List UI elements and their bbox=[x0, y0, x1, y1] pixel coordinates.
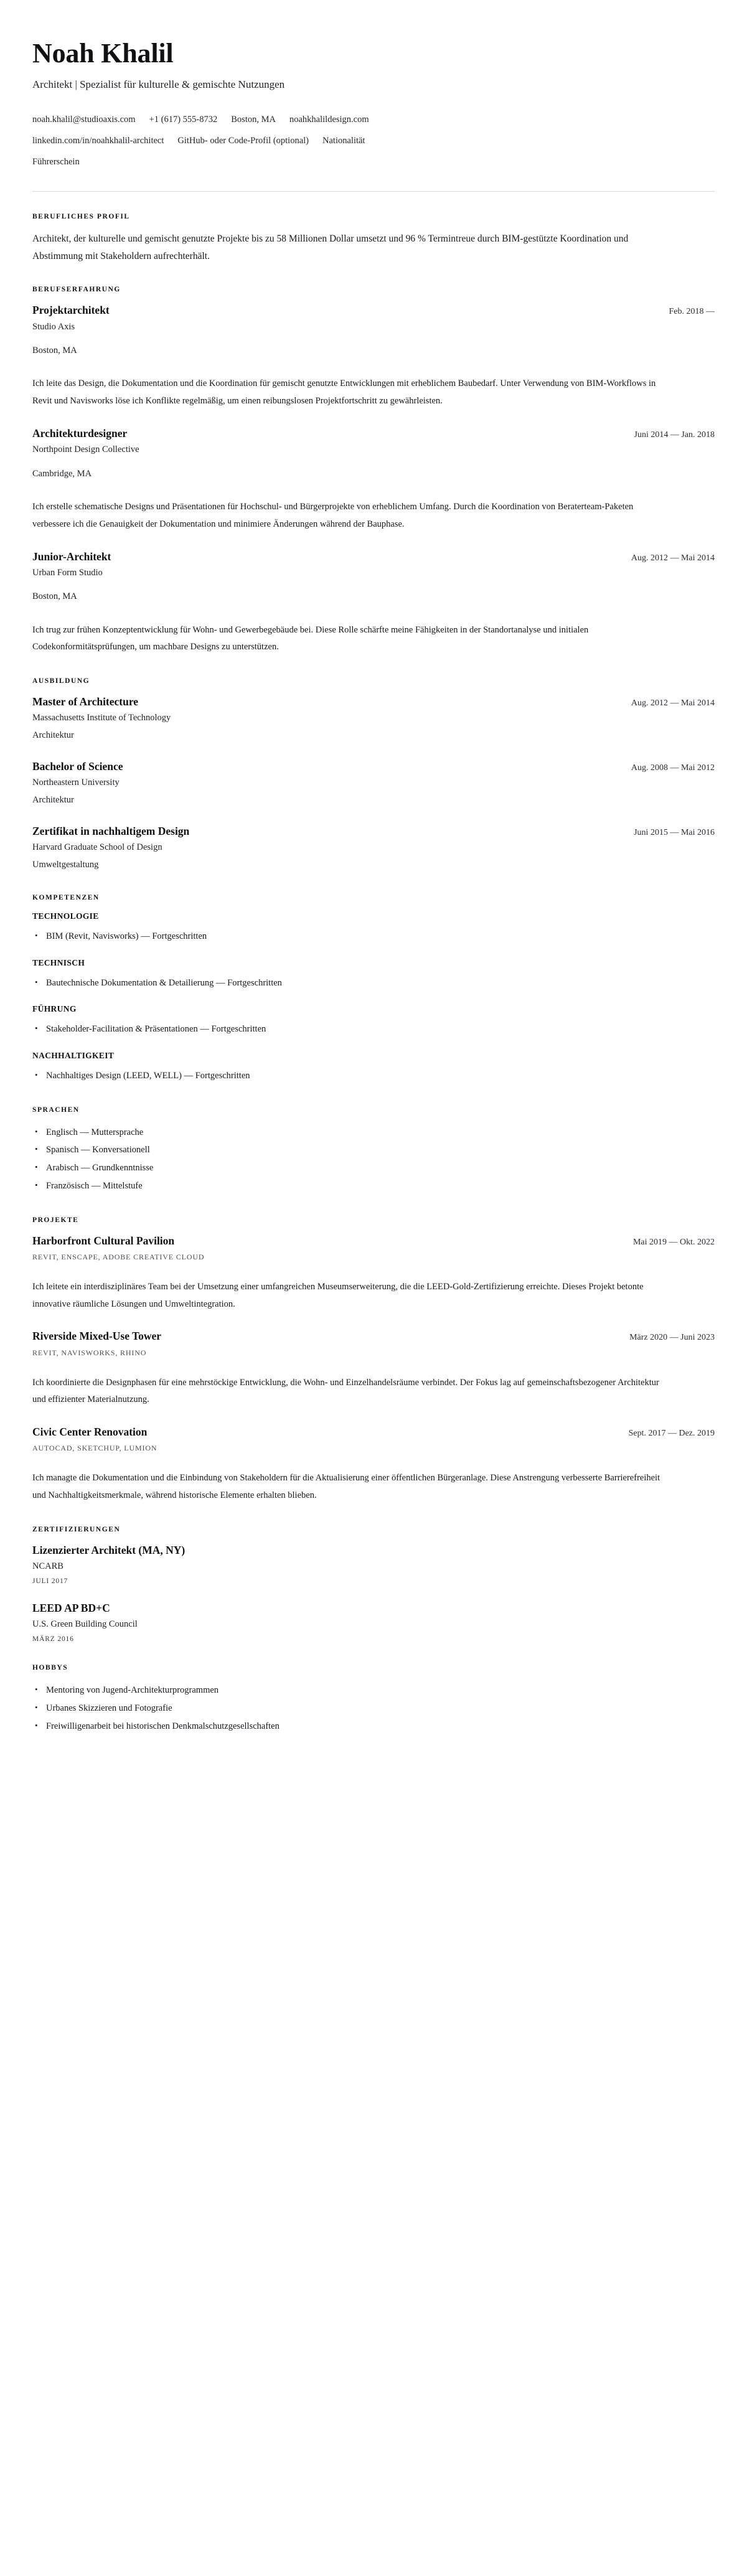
experience-entry bbox=[32, 426, 715, 534]
section-education bbox=[32, 677, 715, 873]
skill-group bbox=[32, 1051, 715, 1085]
job-location: Cambridge, MA bbox=[32, 468, 92, 479]
language-item: • Englisch — Muttersprache bbox=[32, 1124, 715, 1142]
certification-title: Lizenzierter Architekt (MA, NY) bbox=[32, 1544, 186, 1557]
project-date-range: Mai 2019 — Okt. 2022 bbox=[632, 1237, 715, 1247]
experience-entry bbox=[32, 550, 715, 657]
job-title: Junior-Architekt bbox=[32, 550, 111, 563]
contact-linkedin[interactable]: linkedin.com/in/noahkhalil-architect bbox=[32, 136, 164, 146]
job-organization: Northpoint Design Collective bbox=[32, 444, 139, 455]
header-divider bbox=[32, 191, 715, 192]
summary-text: Architekt, der kulturelle und gemischt genutzte Projekte bis zu 58 Millionen Dollar umsetzt und 96 % Termintreue durch BIM-gestützte Koordination und Abstimmung mit Stakeholdern aufrechterhält. bbox=[32, 233, 629, 261]
education-entry-head bbox=[32, 695, 715, 709]
project-tech-stack: AUTOCAD, SKETCHUP, LUMION bbox=[32, 1444, 157, 1453]
project-tech-stack: REVIT, ENSCAPE, ADOBE CREATIVE CLOUD bbox=[32, 1252, 205, 1261]
contact-line-3 bbox=[32, 151, 655, 172]
education-entry-head bbox=[32, 759, 715, 774]
section-heading-hobbies: HOBBYS bbox=[32, 1664, 68, 1672]
candidate-headline: Architekt | Spezialist für kulturelle & gemischte Nutzungen bbox=[32, 78, 285, 91]
contact-line-1 bbox=[32, 109, 655, 130]
section-experience bbox=[32, 286, 715, 656]
section-heading-summary: BERUFLICHES PROFIL bbox=[32, 213, 130, 221]
section-summary bbox=[32, 213, 715, 265]
job-date-range: Aug. 2012 — Mai 2014 bbox=[631, 553, 715, 563]
project-description: Ich leitete ein interdisziplinäres Team bei der Umsetzung einer umfangreichen Museumserweiterung, die die LEED-Gold-Zertifizierung erreichte. Dieses Projekt betonte innovative räumliche Lösungen und Umweltintegration. bbox=[32, 1281, 644, 1309]
degree-title: Master of Architecture bbox=[32, 695, 139, 708]
section-skills bbox=[32, 894, 715, 1085]
skill-list bbox=[32, 974, 715, 992]
field-of-study: Architektur bbox=[32, 794, 74, 805]
certification-entry bbox=[32, 1543, 715, 1585]
language-item: • Französisch — Mittelstufe bbox=[32, 1177, 715, 1195]
certification-entry bbox=[32, 1601, 715, 1643]
skill-item: • BIM (Revit, Navisworks) — Fortgeschritten bbox=[32, 928, 715, 946]
contact-phone[interactable]: +1 (617) 555-8732 bbox=[149, 115, 218, 125]
contact-nationality: Nationalität bbox=[322, 136, 365, 146]
experience-entry bbox=[32, 303, 715, 410]
section-projects bbox=[32, 1216, 715, 1505]
job-description: Ich trug zur frühen Konzeptentwicklung für Wohn- und Gewerbegebäude bei. Diese Rolle schärfte meine Fähigkeiten in der Standortanalyse und initialen Codekonformitätsprüfungen, um machbare Designs zu unterstützen. bbox=[32, 624, 589, 652]
section-hobbies bbox=[32, 1664, 715, 1735]
project-date-range: März 2020 — Juni 2023 bbox=[629, 1333, 715, 1343]
contact-location: Boston, MA bbox=[231, 115, 276, 125]
job-organization: Urban Form Studio bbox=[32, 567, 103, 578]
degree-title: Zertifikat in nachhaltigem Design bbox=[32, 825, 190, 838]
job-organization: Studio Axis bbox=[32, 321, 75, 332]
degree-date-range: Aug. 2008 — Mai 2012 bbox=[631, 763, 715, 773]
skill-item: • Bautechnische Dokumentation & Detailierung — Fortgeschritten bbox=[32, 974, 715, 992]
education-entry bbox=[32, 759, 715, 808]
section-heading-experience: BERUFSERFAHRUNG bbox=[32, 286, 121, 294]
project-entry bbox=[32, 1329, 715, 1409]
job-location: Boston, MA bbox=[32, 591, 77, 602]
job-description: Ich leite das Design, die Dokumentation und die Koordination für gemischt genutzte Entwicklungen mit erheblichem Baubedarf. Unter Verwendung von BIM-Workflows in Revit und Navisworks löse ich Konflikte regelmäßig, um einen reibungslosen Projektfortschritt zu gewährleisten. bbox=[32, 378, 656, 407]
certification-date: MÄRZ 2016 bbox=[32, 1635, 74, 1643]
degree-date-range: Aug. 2012 — Mai 2014 bbox=[631, 698, 715, 708]
contact-line-2 bbox=[32, 130, 655, 151]
skill-group-title: FÜHRUNG bbox=[32, 1004, 77, 1014]
contact-website[interactable]: noahkhalildesign.com bbox=[289, 115, 369, 125]
language-item: • Arabisch — Grundkenntnisse bbox=[32, 1159, 715, 1177]
skill-group-title: NACHHALTIGKEIT bbox=[32, 1051, 115, 1061]
job-description: Ich erstelle schematische Designs und Präsentationen für Hochschul- und Bürgerprojekte von erheblichem Umfang. Durch die Koordination von Beraterteam-Paketen verbessere ich die Genauigkeit der Dokumentation und minimiere Änderungen während der Bauphase. bbox=[32, 501, 634, 529]
language-list bbox=[32, 1124, 715, 1195]
project-title: Riverside Mixed-Use Tower bbox=[32, 1330, 162, 1343]
education-entry-head bbox=[32, 824, 715, 839]
job-date-range: Feb. 2018 — bbox=[669, 307, 715, 317]
skill-list bbox=[32, 1020, 715, 1038]
skill-group-title: TECHNOLOGIE bbox=[32, 911, 99, 921]
degree-title: Bachelor of Science bbox=[32, 760, 123, 773]
section-languages bbox=[32, 1106, 715, 1195]
job-location: Boston, MA bbox=[32, 345, 77, 355]
skill-group bbox=[32, 958, 715, 992]
education-entry bbox=[32, 824, 715, 873]
experience-entry-head bbox=[32, 426, 715, 441]
project-title: Harborfront Cultural Pavilion bbox=[32, 1234, 175, 1247]
skill-group bbox=[32, 911, 715, 946]
section-heading-languages: SPRACHEN bbox=[32, 1106, 80, 1114]
field-of-study: Umweltgestaltung bbox=[32, 859, 99, 870]
skill-item: • Nachhaltiges Design (LEED, WELL) — Fortgeschritten bbox=[32, 1067, 715, 1085]
section-heading-education: AUSBILDUNG bbox=[32, 677, 90, 685]
hobby-item: • Mentoring von Jugend-Architekturprogrammen bbox=[32, 1681, 715, 1699]
hobby-item: • Urbanes Skizzieren und Fotografie bbox=[32, 1699, 715, 1718]
section-heading-projects: PROJEKTE bbox=[32, 1216, 79, 1224]
skill-list bbox=[32, 1067, 715, 1085]
project-entry-head bbox=[32, 1234, 715, 1248]
school-name: Northeastern University bbox=[32, 778, 120, 788]
section-heading-certifications: ZERTIFIZIERUNGEN bbox=[32, 1526, 121, 1534]
project-description: Ich koordinierte die Designphasen für eine mehrstöckige Entwicklung, die Wohn- und Einzelhandelsräume verbindet. Der Fokus lag auf gemeinschaftsbezogener Architektur und effizienter Materialnutzung. bbox=[32, 1377, 659, 1405]
section-certifications bbox=[32, 1526, 715, 1643]
certification-issuer: NCARB bbox=[32, 1561, 63, 1571]
resume-header bbox=[32, 39, 715, 192]
skill-group-title: TECHNISCH bbox=[32, 957, 85, 967]
project-entry bbox=[32, 1234, 715, 1314]
experience-entry-head bbox=[32, 303, 715, 317]
contact-email[interactable]: noah.khalil@studioaxis.com bbox=[32, 115, 136, 125]
certification-title: LEED AP BD+C bbox=[32, 1602, 110, 1615]
certification-date: JULI 2017 bbox=[32, 1577, 68, 1586]
degree-date-range: Juni 2015 — Mai 2016 bbox=[634, 828, 715, 838]
language-item: • Spanisch — Konversationell bbox=[32, 1141, 715, 1159]
school-name: Harvard Graduate School of Design bbox=[32, 842, 162, 853]
skill-group bbox=[32, 1004, 715, 1038]
project-entry bbox=[32, 1425, 715, 1505]
project-tech-stack: REVIT, NAVISWORKS, RHINO bbox=[32, 1348, 147, 1357]
project-date-range: Sept. 2017 — Dez. 2019 bbox=[628, 1429, 715, 1439]
hobby-item: • Freiwilligenarbeit bei historischen Denkmalschutzgesellschaften bbox=[32, 1718, 715, 1736]
education-entry bbox=[32, 695, 715, 743]
project-description: Ich managte die Dokumentation und die Einbindung von Stakeholdern für die Aktualisierung einer öffentlichen Bürgeranlage. Diese Anstrengung verbesserte Barrierefreiheit und Nachhaltigkeitsmerkmale, während historische Elemente erhalten blieben. bbox=[32, 1473, 660, 1501]
candidate-name: Noah Khalil bbox=[32, 38, 174, 68]
experience-entry-head bbox=[32, 550, 715, 564]
project-title: Civic Center Renovation bbox=[32, 1426, 148, 1439]
field-of-study: Architektur bbox=[32, 730, 74, 740]
certification-issuer: U.S. Green Building Council bbox=[32, 1619, 138, 1629]
job-title: Architekturdesigner bbox=[32, 426, 128, 440]
school-name: Massachusetts Institute of Technology bbox=[32, 713, 171, 723]
contact-drivers-license: Führerschein bbox=[32, 157, 80, 167]
skill-item: • Stakeholder-Facilitation & Präsentationen — Fortgeschritten bbox=[32, 1020, 715, 1038]
section-heading-skills: KOMPETENZEN bbox=[32, 893, 100, 901]
hobby-list bbox=[32, 1681, 715, 1735]
skill-list bbox=[32, 928, 715, 946]
contact-code-profile[interactable]: GitHub- oder Code-Profil (optional) bbox=[177, 136, 309, 146]
job-date-range: Juni 2014 — Jan. 2018 bbox=[634, 430, 715, 440]
project-entry-head bbox=[32, 1425, 715, 1439]
project-entry-head bbox=[32, 1329, 715, 1343]
job-title: Projektarchitekt bbox=[32, 304, 110, 317]
